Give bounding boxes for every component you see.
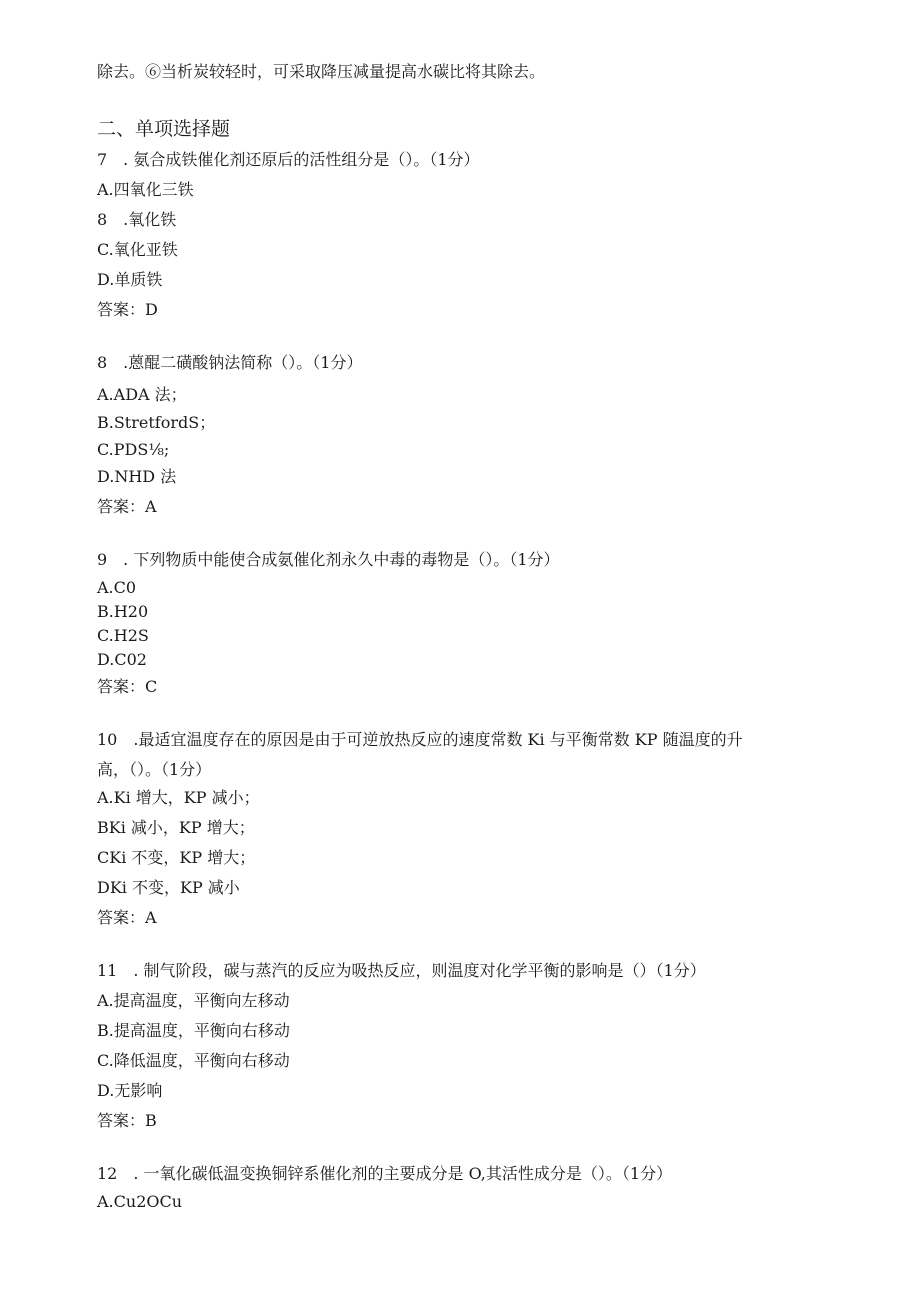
- question-8-option-b: B.StretfordS；: [97, 413, 216, 432]
- question-11-option-b: B.提高温度，平衡向右移动: [97, 1021, 290, 1040]
- question-7-answer: 答案：D: [97, 300, 158, 319]
- question-10-option-c: CKi 不变，KP 增大；: [97, 848, 256, 867]
- question-8-option-d: D.NHD 法: [97, 467, 177, 486]
- intro-continuation: 除去。⑥当析炭较轻时，可采取降压减量提高水碳比将其除去。: [97, 62, 546, 81]
- question-10-option-a: A.Ki 增大，KP 减小；: [97, 788, 260, 807]
- question-7-option-b: 8 .氧化铁: [97, 210, 177, 229]
- question-10-answer: 答案：A: [97, 908, 157, 927]
- question-10-stem-line-1: 10 .最适宜温度存在的原因是由于可逆放热反应的速度常数 Ki 与平衡常数 KP 随温度的升: [97, 730, 743, 749]
- question-10-stem-line-2: 高，（）。（1分）: [97, 760, 212, 779]
- question-11-answer: 答案：B: [97, 1111, 157, 1130]
- question-7-option-a: A.四氧化三铁: [97, 180, 194, 199]
- question-12-option-a: A.Cu2OCu: [97, 1192, 183, 1211]
- question-9-option-c: C.H2S: [97, 626, 149, 645]
- question-9-option-b: B.H20: [97, 602, 149, 621]
- section-title: 二、单项选择题: [97, 118, 231, 140]
- question-12-stem: 12 . 一氧化碳低温变换铜锌系催化剂的主要成分是 O,其活性成分是（）。（1分）: [97, 1164, 673, 1183]
- question-9-stem: 9 . 下列物质中能使合成氨催化剂永久中毒的毒物是（）。（1分）: [97, 550, 560, 569]
- question-8-answer: 答案：A: [97, 497, 157, 516]
- question-11-option-a: A.提高温度，平衡向左移动: [97, 991, 290, 1010]
- question-10-option-b: BKi 减小，KP 增大；: [97, 818, 255, 837]
- question-8-stem: 8 .蒽醌二磺酸钠法简称（）。（1分）: [97, 353, 363, 372]
- question-11-stem: 11 . 制气阶段，碳与蒸汽的反应为吸热反应，则温度对化学平衡的影响是（）（1分）: [97, 961, 706, 980]
- question-9-answer: 答案：C: [97, 677, 158, 696]
- question-8-option-c: C.PDS⅛;: [97, 440, 170, 459]
- question-11-option-c: C.降低温度，平衡向右移动: [97, 1051, 290, 1070]
- question-7-stem: 7 . 氨合成铁催化剂还原后的活性组分是（）。（1分）: [97, 150, 480, 169]
- question-7-option-c: C.氧化亚铁: [97, 240, 178, 259]
- question-8-option-a: A.ADA 法；: [97, 385, 187, 404]
- question-9-option-d: D.C02: [97, 650, 147, 669]
- question-11-option-d: D.无影响: [97, 1081, 163, 1100]
- question-7-option-d: D.单质铁: [97, 270, 163, 289]
- question-10-option-d: DKi 不变，KP 减小: [97, 878, 240, 897]
- question-9-option-a: A.C0: [97, 578, 137, 597]
